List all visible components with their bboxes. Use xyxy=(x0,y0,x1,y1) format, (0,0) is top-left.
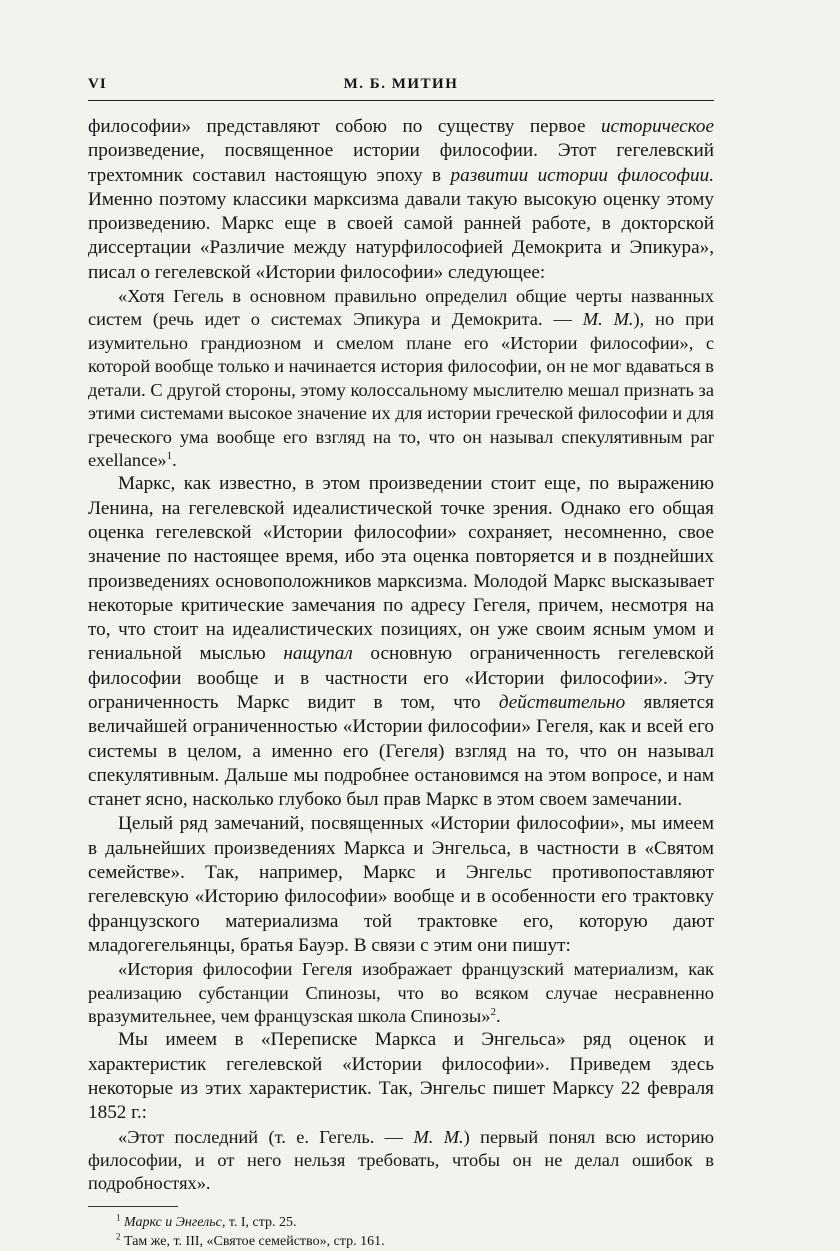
footnote-rule xyxy=(88,1206,178,1207)
paragraph-3: Целый ряд замечаний, посвященных «Истории философии», мы имеем в дальнейших произведениях Маркса и Энгельса, в частности в «Святом семействе». Так, например, Маркс и Энгельс противопоставляют гегелевскую «Историю философии» вообще и в особенности его трактовку французского материализма той трактовке его, которую дают младогегельянцы, братья Бауэр. В связи с этим они пишут: xyxy=(88,813,714,956)
page xyxy=(88,72,714,1251)
header-rule xyxy=(88,100,714,101)
footnotes xyxy=(88,1206,714,1251)
footnote-2: $^2$ Там же, т. III, «Святое семейство», стр. 161. xyxy=(116,1231,385,1249)
quote-2: «История философии Гегеля изображает французский материализм, как реализацию субстанции Спинозы, что во всяком случае несравненно вразумительнее, чем французская школа Спинозы»$^2$. xyxy=(88,959,714,1027)
running-title: М. Б. МИТИН xyxy=(343,76,459,92)
quote-1: «Хотя Гегель в основном правильно определил общие черты названных систем (речь идет о системах Эпикура и Демокрита. — М. М.), но при изумительно грандиозном и смелом плане его «Истории философии», с которой вообще только и начинается история философии, он не мог вдаваться в детали. С другой стороны, этому колоссальному мыслителю мешал признать за этими системами высокое значение их для истории греческой философии и для греческого ума вообще его взгляд на то, что он называл спекулятивным par exellance»$^1$. xyxy=(88,286,714,470)
page-number: VI xyxy=(88,76,107,92)
page-header xyxy=(88,72,714,98)
footnote-ref-1[interactable]: 1 xyxy=(166,449,173,462)
paragraph-4: Мы имеем в «Переписке Маркса и Энгельса» ряд оценок и характеристик гегелевской «Истории философии». Приведем здесь некоторые из этих характеристик. Так, Энгельс пишет Марксу 22 февраля 1852 г.: xyxy=(88,1029,714,1124)
main-text xyxy=(88,115,714,1196)
footnote-1: $^1$ Маркс и Энгельс, т. I, стр. 25. xyxy=(116,1212,297,1230)
quote-3: «Этот последний (т. е. Гегель. — М. М.) первый понял всю историю философии, и от него нельзя требовать, чтобы он не делал ошибок в подробностях». xyxy=(88,1126,715,1194)
footnote-ref-2[interactable]: 2 xyxy=(490,1005,496,1018)
paragraph-2: Маркс, как известно, в этом произведении стоит еще, по выражению Ленина, на гегелевской идеалистической точке зрения. Однако его общая оценка гегелевской «Истории философии» сохраняет, несомненно, свое значение по настоящее время, ибо эта оценка повторяется и в позднейших произведениях основоположников марксизма. Молодой Маркс высказывает некоторые критические замечания по адресу Гегеля, причем, несмотря на то, что стоит на идеалистических позициях, он уже своим ясным умом и гениальной мыслью нащупал основную ограниченность гегелевской философии вообще и в частности его «Истории философии». Эту ограниченность Маркс видит в том, что действительно является величайшей ограниченностью «Истории философии» Гегеля, как и всей его системы в целом, а именно его (Гегеля) взгляд на то, что он называл спекулятивным. Дальше мы подробнее остановимся на этом вопросе, и нам станет ясно, насколько глубоко был прав Маркс в этом своем замечании. xyxy=(88,473,715,811)
paragraph-1: философии» представляют собою по существу первое историческое произведение, посвященное истории философии. Этот гегелевский трехтомник составил настоящую эпоху в развитии истории философии. Именно поэтому классики марксизма давали такую высокую оценку этому произведению. Маркс еще в своей самой ранней работе, в докторской диссертации «Различие между натурфилософией Демокрита и Эпикура», писал о гегелевской «Истории философии» следующее: xyxy=(88,116,715,283)
